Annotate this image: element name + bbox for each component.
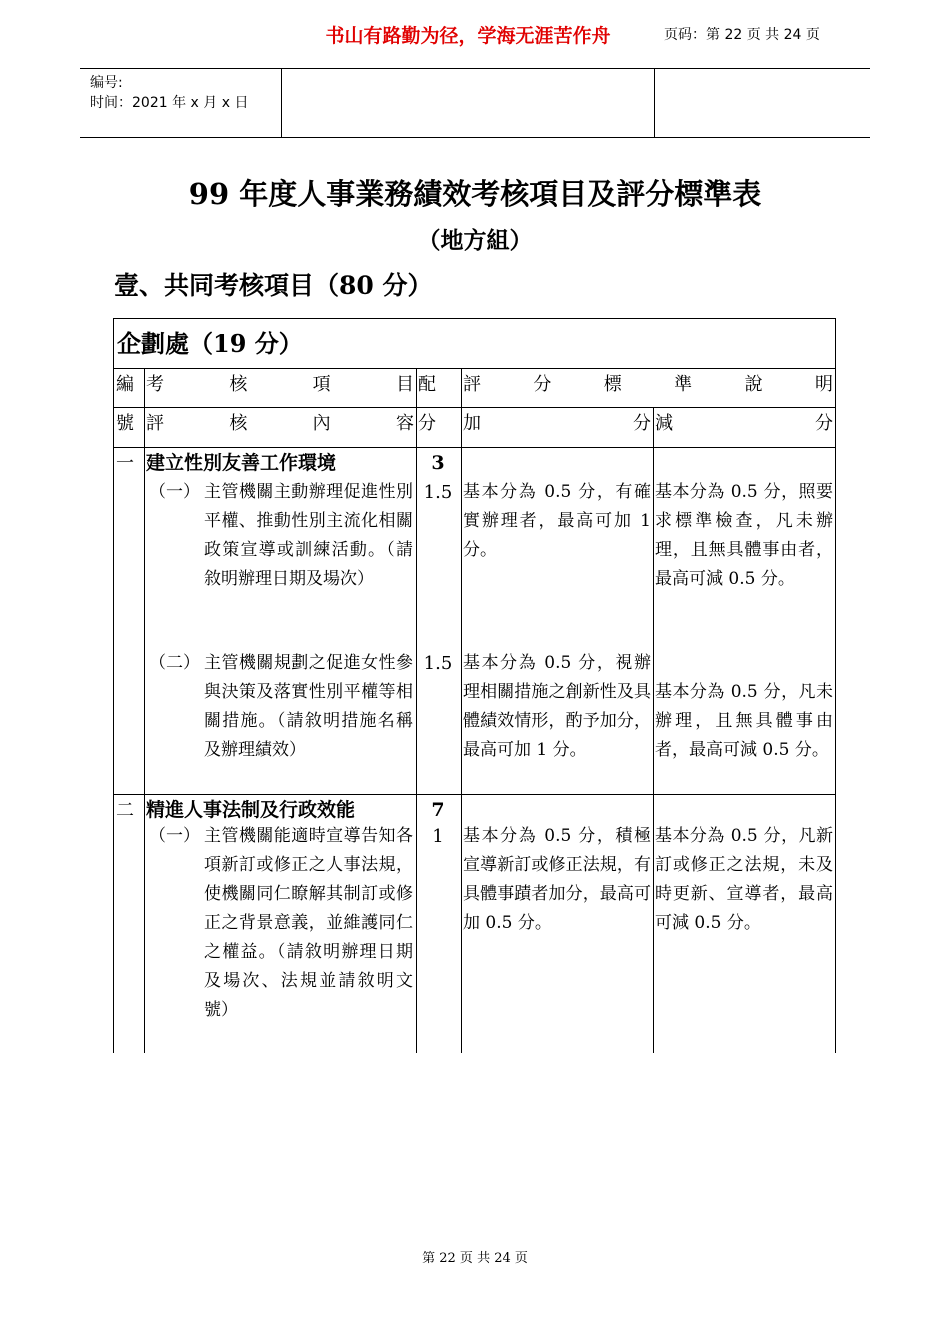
header-char: 說 [744,374,763,395]
item-title: 建立性別友善工作環境 [146,452,337,474]
sub-item-text: 主管機關規劃之促進女性參與決策及落實性別平權等相關措施。（請敘明措施名稱及辦理績效） [204,653,413,760]
section-heading: 壹、共同考核項目（80 分） [114,271,433,300]
col-divider [144,368,145,1053]
add-criteria: 基本分為 0.5 分，視辦理相關措施之創新性及具體績效情形，酌予加分，最高可加 1 分。 [463,653,651,760]
sub-item [149,649,415,769]
header-char: 評 [146,413,164,434]
item-points: 7 [431,799,445,821]
header-divider [281,69,282,137]
deduct-criteria: 基本分為 0.5 分，照要求標準檢查，凡未辦理，且無具體事由者，最高可減 0.5 分。 [655,482,833,589]
header-points: 配 [418,374,436,395]
header-item [146,370,414,399]
header-char: 準 [674,374,693,395]
header-no: 編 [116,374,134,395]
col-divider [416,368,417,1053]
page-title: 99 年度人事業務績效考核項目及評分標準表 [188,177,762,211]
sub-item-points: 1.5 [423,482,453,503]
sub-item [149,822,415,1032]
sub-item-points: 1 [432,826,444,847]
assessment-table [113,318,836,1053]
sub-item-label: （一） [149,482,200,502]
header-no-2: 號 [116,413,134,434]
col-divider [653,407,654,1053]
header-char: 評 [463,374,481,395]
item-points: 3 [431,452,445,474]
header-content [146,409,414,438]
header-char: 核 [229,413,248,434]
col-divider [461,368,462,1053]
table-rule [113,407,836,408]
code-label: 编号: [90,75,123,91]
add-criteria: 基本分為 0.5 分，積極宣導新訂或修正法規，有具體事蹟者加分，最高可加 0.5 分。 [463,826,651,933]
sub-item-text: 主管機關能適時宣導告知各項新訂或修正之人事法規，使機關同仁瞭解其制訂或修正之背景意義，並維護同仁之權益。（請敘明辦理日期及場次、法規並請敘明文號） [204,826,413,1020]
item-title: 精進人事法制及行政效能 [146,799,356,821]
header-add [463,409,651,438]
header-char: 核 [229,374,248,395]
header-deduct [655,409,833,438]
add-criteria: 基本分為 0.5 分，有確實辦理者，最高可加 1 分。 [463,482,651,560]
header-motto: 书山有路勤为径，学海无涯苦作舟 [325,24,611,47]
table-border-right [835,318,836,1053]
header-char: 內 [312,413,331,434]
header-char: 分 [815,413,833,434]
dept-heading: 企劃處（19 分） [117,329,303,358]
table-border-left [113,318,114,1053]
header-char: 明 [814,374,833,395]
header-meta [90,73,248,113]
header-char: 項 [312,374,331,395]
header-criteria [463,370,833,399]
item-number: 二 [116,800,134,821]
sub-item [149,478,415,648]
header-points-2: 分 [418,413,436,434]
header-page-label: 页码：第 22 页 共 24 页 [664,27,820,43]
header-char: 考 [146,374,164,395]
page-footer: 第 22 页 共 24 页 [422,1251,528,1266]
header-char: 容 [395,413,414,434]
document-header [80,68,870,138]
header-char: 標 [603,374,622,395]
deduct-criteria: 基本分為 0.5 分，凡新訂或修正之法規，未及時更新、宣導者，最高可減 0.5 分。 [655,826,833,933]
header-char: 分 [533,374,552,395]
sub-item-label: （一） [149,826,200,846]
header-char: 分 [633,413,651,434]
item-number: 一 [116,453,134,474]
table-border-top [113,318,836,319]
header-divider [654,69,655,137]
sub-item-label: （二） [149,653,200,673]
table-rule [113,794,836,795]
header-char: 減 [655,413,673,434]
table-rule [113,368,836,369]
header-char: 目 [395,374,414,395]
time-label: 时间：2021 年 x 月 x 日 [90,95,249,111]
header-char: 加 [463,413,481,434]
table-rule [113,447,836,448]
sub-item-text: 主管機關主動辦理促進性別平權、推動性別主流化相關政策宣導或訓練活動。（請敘明辦理日期及場次） [204,482,413,589]
page-subtitle: （地方組） [417,227,533,254]
sub-item-points: 1.5 [423,653,453,674]
deduct-criteria: 基本分為 0.5 分，凡未辦理，且無具體事由者，最高可減 0.5 分。 [655,682,833,760]
